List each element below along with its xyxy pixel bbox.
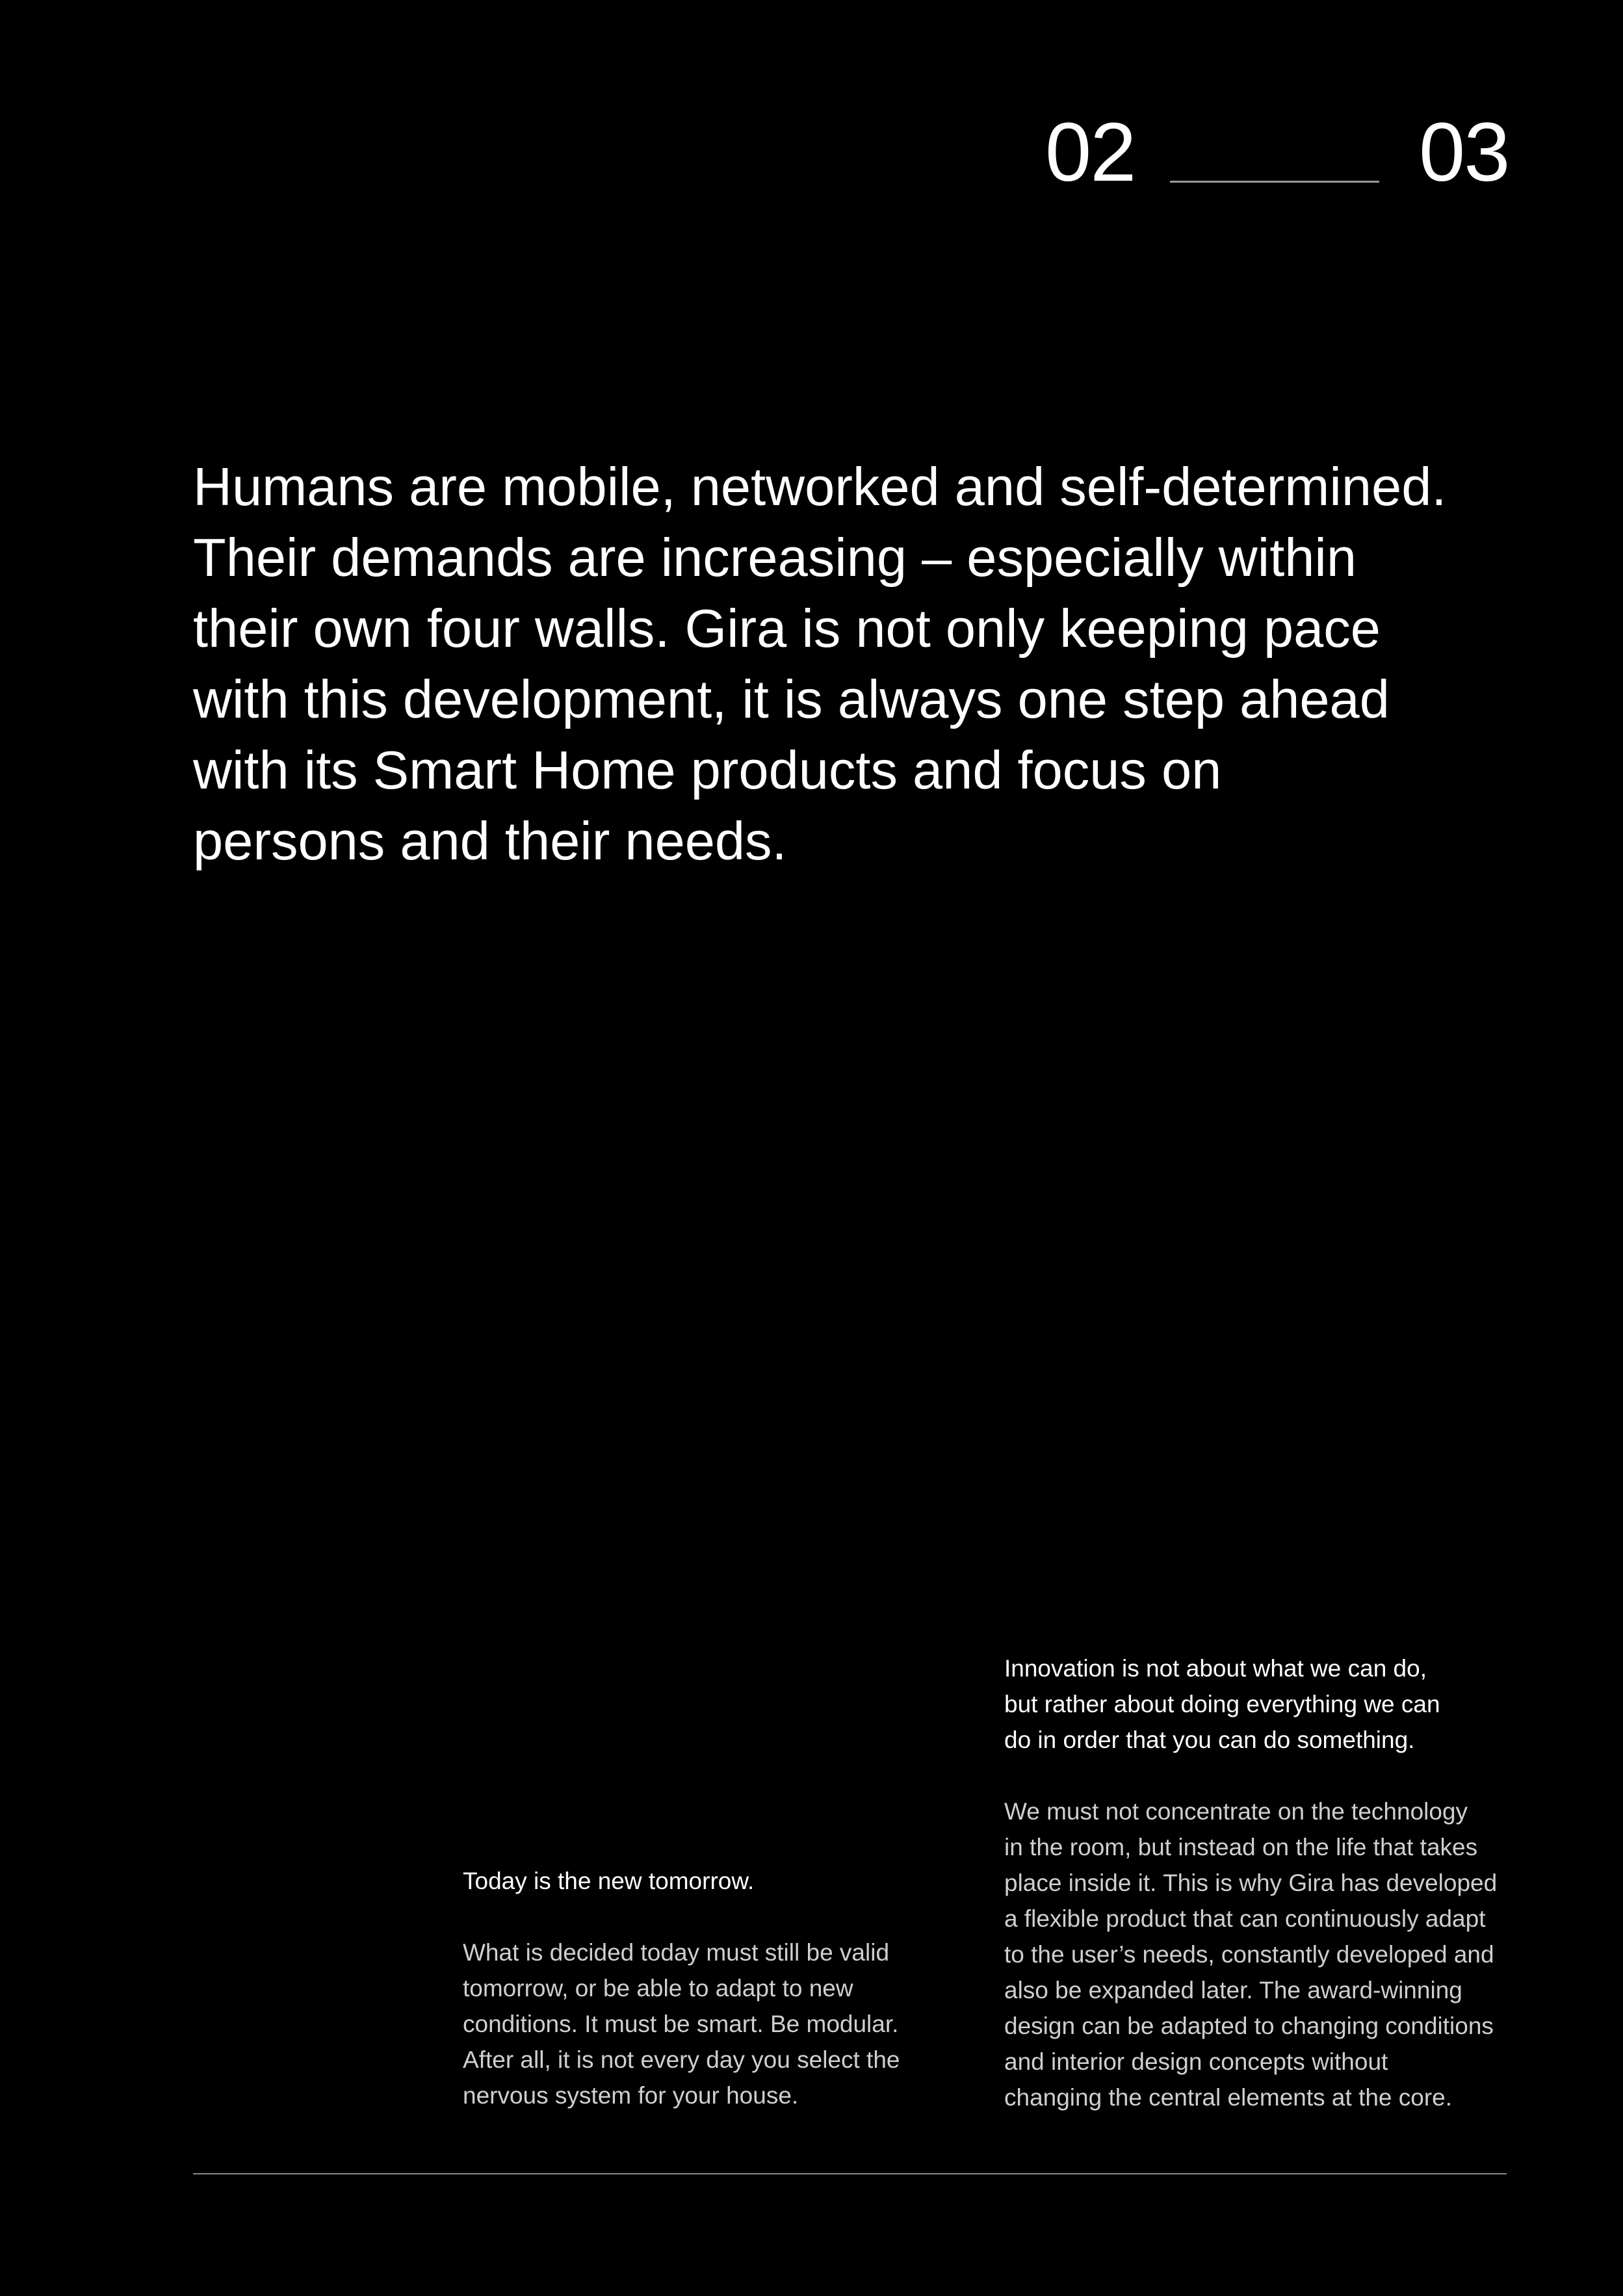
right-column-heading [1004,1650,1550,1758]
body-line: design can be adapted to changing conditions [1004,2013,1494,2039]
lead-statement [193,451,1545,876]
lead-line: persons and their needs. [193,811,787,871]
body-line: After all, it is not every day you select the [463,2046,900,2073]
lead-line: with its Smart Home products and focus on [193,740,1222,800]
lead-line: Humans are mobile, networked and self-determined. [193,456,1447,517]
left-column-heading: Today is the new tomorrow. [463,1868,755,1894]
heading-line: Innovation is not about what we can do, [1004,1655,1427,1682]
body-line: We must not concentrate on the technology [1004,1798,1468,1825]
body-line: also be expanded later. The award-winning [1004,1977,1462,2003]
right-column-body [1004,1794,1550,2115]
body-line: changing the central elements at the core. [1004,2084,1453,2111]
body-line: What is decided today must still be valid [463,1939,890,1966]
body-line: conditions. It must be smart. Be modular. [463,2011,899,2037]
body-line: to the user’s needs, constantly developed and [1004,1941,1494,1968]
page-number-right: 03 [1419,106,1509,199]
page-number-left: 02 [1045,106,1136,199]
heading-line: but rather about doing everything we can [1004,1691,1440,1717]
lead-line: with this development, it is always one step ahead [193,669,1390,729]
left-column-body [463,1935,944,2113]
right-text-column [1004,1650,1550,2115]
body-line: in the room, but instead on the life that takes [1004,1834,1478,1860]
lead-line: their own four walls. Gira is not only keeping pace [193,598,1381,659]
left-text-column [463,1863,944,2113]
body-line: place inside it. This is why Gira has developed [1004,1870,1498,1896]
heading-line: do in order that you can do something. [1004,1727,1415,1753]
body-line: nervous system for your house. [463,2082,799,2109]
page-number-divider [1170,181,1379,183]
footer-divider [193,2173,1507,2174]
body-line: tomorrow, or be able to adapt to new [463,1975,853,2002]
body-line: and interior design concepts without [1004,2048,1388,2075]
body-line: a flexible product that can continuously adapt [1004,1905,1486,1932]
lead-line: Their demands are increasing – especially within [193,527,1357,588]
